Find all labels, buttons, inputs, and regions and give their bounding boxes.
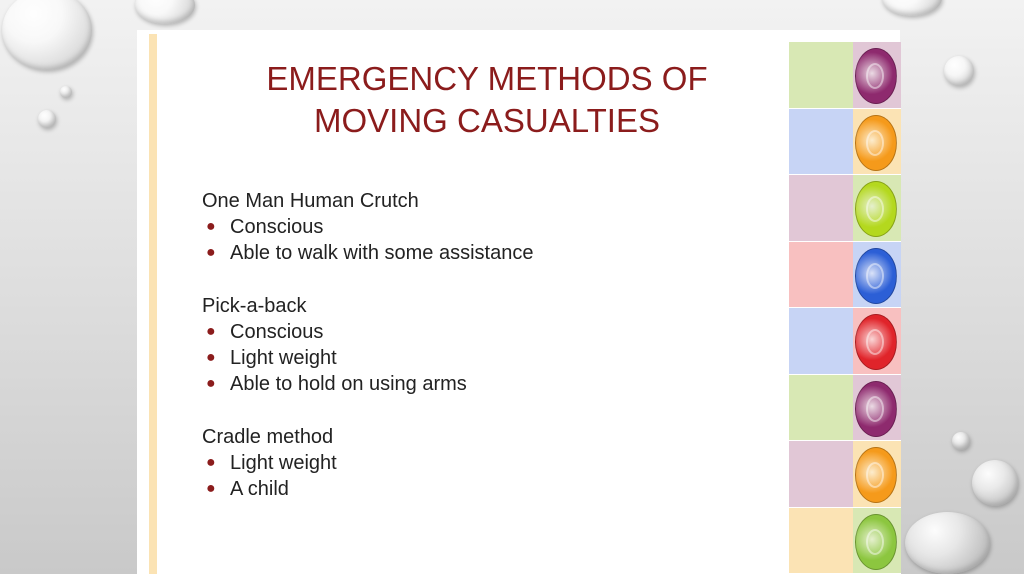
water-droplet-decoration — [38, 110, 56, 128]
water-droplet-decoration — [944, 56, 974, 86]
slide-title — [177, 58, 797, 142]
orange-icon — [855, 447, 897, 503]
bullet-icon: ● — [206, 218, 216, 235]
bullet-text: Able to hold on using arms — [230, 373, 467, 395]
apple-icon — [855, 248, 897, 304]
water-droplet-decoration — [905, 512, 990, 574]
bullet-icon: ● — [206, 454, 216, 471]
method-heading: Cradle method — [202, 426, 334, 448]
bullet-text: Conscious — [230, 321, 324, 343]
tile-left — [789, 308, 853, 375]
bullet-text: Conscious — [230, 216, 324, 238]
bullet-text: Light weight — [230, 347, 337, 369]
bullet-item — [202, 476, 682, 502]
bullet-item — [202, 319, 682, 345]
bullet-item — [202, 240, 682, 266]
method-section — [202, 293, 682, 397]
fruit-tile-strip — [789, 42, 901, 574]
tile-right — [853, 175, 901, 242]
apple-icon — [855, 514, 897, 570]
bullet-icon: ● — [206, 349, 216, 366]
tile-left — [789, 42, 853, 109]
method-heading: One Man Human Crutch — [202, 190, 419, 212]
method-section — [202, 188, 682, 266]
tile-left — [789, 175, 853, 242]
water-droplet-decoration — [2, 0, 92, 70]
method-heading: Pick-a-back — [202, 295, 307, 317]
apple-icon — [855, 48, 897, 104]
orange-icon — [855, 115, 897, 171]
tile-right — [853, 508, 901, 574]
bullet-item — [202, 345, 682, 371]
slide-accent-bar — [149, 34, 157, 574]
method-section — [202, 424, 682, 502]
tile-right — [853, 308, 901, 375]
water-droplet-decoration — [135, 0, 195, 24]
slide-content — [202, 188, 682, 529]
tile-right — [853, 242, 901, 309]
bullet-icon: ● — [206, 244, 216, 261]
bullet-text: Light weight — [230, 452, 337, 474]
tile-left — [789, 441, 853, 508]
bullet-item — [202, 371, 682, 397]
bullet-icon: ● — [206, 480, 216, 497]
water-droplet-decoration — [60, 86, 72, 98]
slide-title-line-2: MOVING CASUALTIES — [314, 102, 660, 139]
water-droplet-decoration — [952, 432, 970, 450]
water-droplet-decoration — [882, 0, 942, 16]
tile-right — [853, 109, 901, 176]
bullet-text: A child — [230, 478, 289, 500]
bullet-text: Able to walk with some assistance — [230, 242, 534, 264]
tile-right — [853, 375, 901, 442]
bullet-icon: ● — [206, 375, 216, 392]
tile-left — [789, 242, 853, 309]
tile-left — [789, 508, 853, 574]
apple-icon — [855, 314, 897, 370]
tile-right — [853, 441, 901, 508]
tile-right — [853, 42, 901, 109]
bullet-icon: ● — [206, 323, 216, 340]
bullet-item — [202, 214, 682, 240]
slide-title-line-1: EMERGENCY METHODS OF — [266, 60, 708, 97]
water-droplet-decoration — [972, 460, 1018, 506]
apple-icon — [855, 181, 897, 237]
tile-left — [789, 375, 853, 442]
tile-left — [789, 109, 853, 176]
bullet-item — [202, 450, 682, 476]
apple-icon — [855, 381, 897, 437]
slide-panel — [137, 30, 900, 574]
